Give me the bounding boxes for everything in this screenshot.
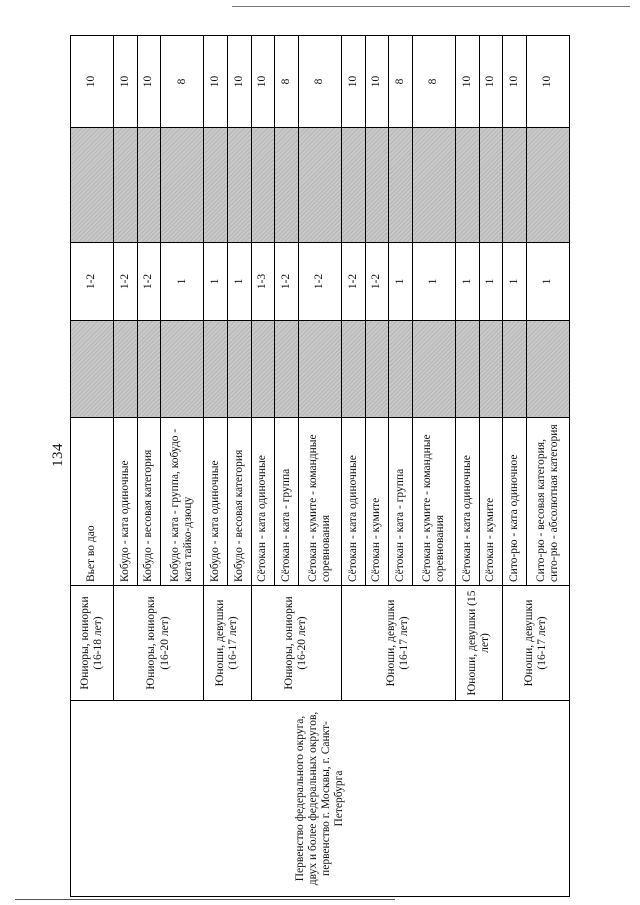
places-cell: 1-2: [137, 243, 161, 321]
age-group: Юноши, девушки (15 лет): [455, 586, 502, 701]
discipline: Сётокан - кумите: [365, 418, 389, 586]
discipline: Сётокан - ката - группа: [275, 418, 299, 586]
points-cell: 10: [503, 36, 527, 128]
age-group: Юноши, девушки (16-17 лет): [341, 586, 455, 701]
points-cell: 10: [341, 36, 365, 128]
points-cell: 10: [204, 36, 228, 128]
shaded-cell: [137, 321, 161, 418]
shaded-cell: [526, 321, 569, 418]
shaded-cell: [365, 128, 389, 243]
shaded-cell: [204, 321, 228, 418]
places-cell: 1-2: [365, 243, 389, 321]
shaded-cell: [137, 128, 161, 243]
points-cell: 8: [389, 36, 413, 128]
places-cell: 1-2: [275, 243, 299, 321]
places-cell: 1: [526, 243, 569, 321]
points-cell: 10: [71, 36, 114, 128]
discipline: Сётокан - ката одиночные: [455, 418, 479, 586]
points-cell: 10: [113, 36, 137, 128]
shaded-cell: [341, 128, 365, 243]
shaded-cell: [479, 321, 503, 418]
places-cell: 1-2: [341, 243, 365, 321]
discipline: Сётокан - ката одиночные: [251, 418, 275, 586]
places-cell: 1: [389, 243, 413, 321]
shaded-cell: [275, 128, 299, 243]
shaded-cell: [251, 321, 275, 418]
table-row: [71, 36, 114, 897]
shaded-cell: [298, 128, 341, 243]
age-group: Юноши, девушки (16-17 лет): [204, 586, 251, 701]
points-cell: 10: [526, 36, 569, 128]
places-cell: 1-2: [113, 243, 137, 321]
shaded-cell: [298, 321, 341, 418]
points-cell: 10: [479, 36, 503, 128]
standards-table: [70, 35, 570, 897]
places-cell: 1: [227, 243, 251, 321]
points-cell: 8: [161, 36, 204, 128]
shaded-cell: [161, 128, 204, 243]
shaded-cell: [251, 128, 275, 243]
shaded-cell: [227, 321, 251, 418]
shaded-cell: [412, 321, 455, 418]
age-group: Юниоры, юниорки (16-18 лет): [71, 586, 114, 701]
points-cell: 10: [455, 36, 479, 128]
discipline: Кобудо - ката одиночные: [113, 418, 137, 586]
places-cell: 1-3: [251, 243, 275, 321]
competition-name: Первенство федерального округа, двух и более федеральных округов, первенство г. Москвы, г. Санкт-Петербурга: [71, 701, 570, 897]
shaded-cell: [412, 128, 455, 243]
page-number: 134: [50, 443, 66, 467]
discipline: Вьет во дао: [71, 418, 114, 586]
places-cell: 1: [455, 243, 479, 321]
discipline: Сётокан - кумите: [479, 418, 503, 586]
age-group: Юниоры, юниорки (16-20 лет): [113, 586, 203, 701]
discipline: Сито-рю - весовая категория, сито-рю - абсолютная категория: [526, 418, 569, 586]
age-group: Юниоры, юниорки (16-20 лет): [251, 586, 341, 701]
shaded-cell: [341, 321, 365, 418]
shaded-cell: [71, 321, 114, 418]
shaded-cell: [389, 128, 413, 243]
points-cell: 10: [227, 36, 251, 128]
bottom-rule: [15, 899, 395, 900]
shaded-cell: [204, 128, 228, 243]
shaded-cell: [365, 321, 389, 418]
discipline: Сётокан - ката - группа: [389, 418, 413, 586]
discipline: Кобудо - весовая категория: [227, 418, 251, 586]
places-cell: 1: [204, 243, 228, 321]
places-cell: 1: [503, 243, 527, 321]
shaded-cell: [227, 128, 251, 243]
shaded-cell: [113, 128, 137, 243]
places-cell: 1: [479, 243, 503, 321]
points-cell: 8: [412, 36, 455, 128]
shaded-cell: [503, 128, 527, 243]
places-cell: 1: [412, 243, 455, 321]
age-group: Юноши, девушки (16-17 лет): [503, 586, 570, 701]
points-cell: 10: [365, 36, 389, 128]
points-cell: 8: [275, 36, 299, 128]
shaded-cell: [71, 128, 114, 243]
shaded-cell: [526, 128, 569, 243]
shaded-cell: [161, 321, 204, 418]
discipline: Сётокан - ката одиночные: [341, 418, 365, 586]
discipline: Сётокан - кумите - командные соревнования: [298, 418, 341, 586]
points-cell: 10: [137, 36, 161, 128]
shaded-cell: [479, 128, 503, 243]
discipline: Кобудо - ката одиночные: [204, 418, 228, 586]
shaded-cell: [113, 321, 137, 418]
places-cell: 1-2: [71, 243, 114, 321]
shaded-cell: [503, 321, 527, 418]
points-cell: 8: [298, 36, 341, 128]
points-cell: 10: [251, 36, 275, 128]
discipline: Кобудо - весовая категория: [137, 418, 161, 586]
places-cell: 1: [161, 243, 204, 321]
discipline: Сито-рю - ката одиночное: [503, 418, 527, 586]
discipline: Сётокан - кумите - командные соревнования: [412, 418, 455, 586]
places-cell: 1-2: [298, 243, 341, 321]
shaded-cell: [389, 321, 413, 418]
shaded-cell: [455, 321, 479, 418]
shaded-cell: [275, 321, 299, 418]
discipline: Кобудо - ката - группа, кобудо - ката тайко-дзюцу: [161, 418, 204, 586]
shaded-cell: [455, 128, 479, 243]
